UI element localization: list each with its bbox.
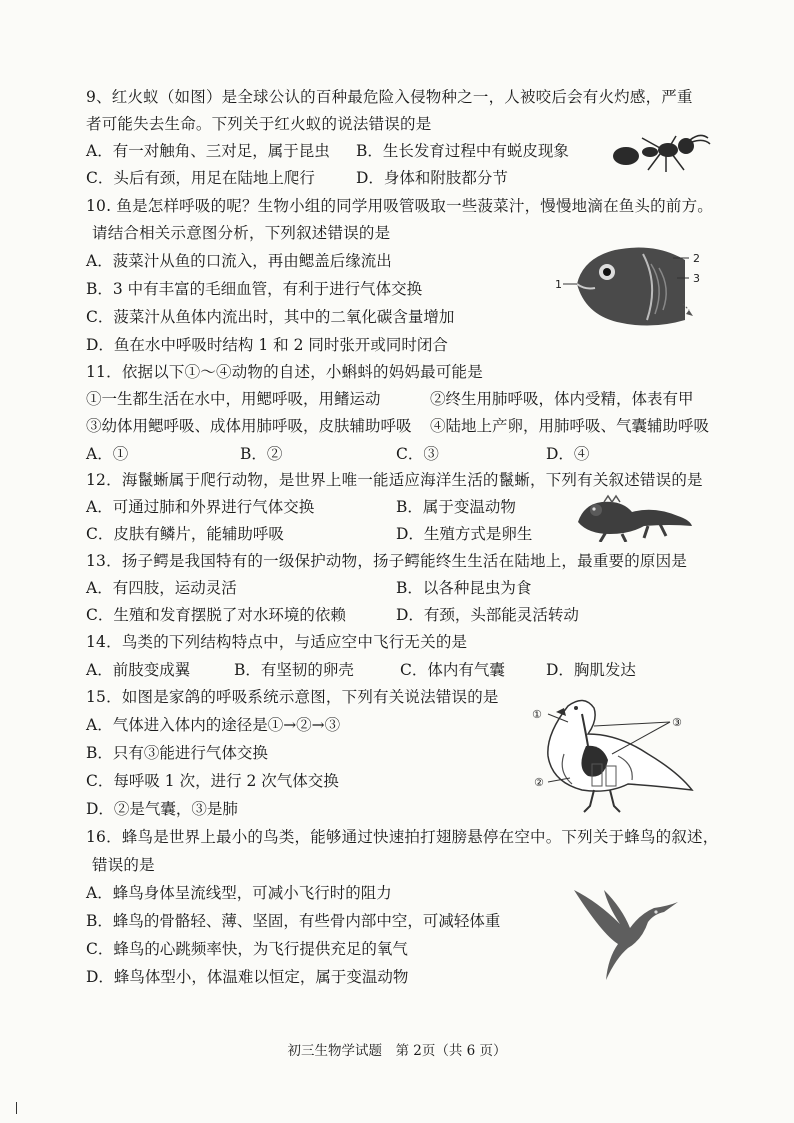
q12-option-c: C．皮肤有鳞片，能辅助呼吸 — [86, 525, 284, 543]
fire-ant-figure — [610, 132, 714, 174]
q9-option-c: C．头后有颈，用足在陆地上爬行 — [86, 169, 315, 187]
q11-statement-1: ①一生都生活在水中，用鳃呼吸，用鳍运动 — [86, 390, 381, 408]
q16-option-b: B．蜂鸟的骨骼轻、薄、坚固，有些骨内部中空，可减轻体重 — [86, 912, 501, 930]
q10-option-a: A．菠菜汁从鱼的口流入，再由鳃盖后缘流出 — [86, 252, 392, 270]
q9-option-d: D．身体和附肢都分节 — [356, 169, 508, 187]
q11-stem: 11．依据以下①～④动物的自述，小蝌蚪的妈妈最可能是 — [86, 363, 483, 381]
q9-option-b: B．生长发育过程中有蜕皮现象 — [356, 142, 569, 160]
marine-iguana-figure — [574, 486, 694, 542]
q11-statement-3: ③幼体用鳃呼吸、成体用肺呼吸，皮肤辅助呼吸 — [86, 417, 412, 435]
q11-statement-4: ④陆地上产卵，用肺呼吸、气囊辅助呼吸 — [430, 417, 710, 435]
q15-option-b: B．只有③能进行气体交换 — [86, 744, 268, 762]
pigeon-label-2: ② — [534, 776, 544, 789]
q14-option-a: A．前肢变成翼 — [86, 661, 191, 679]
q13-option-a: A．有四肢，运动灵活 — [86, 579, 237, 597]
page-footer: 初三生物学试题 第 2页（共 6 页） — [287, 1043, 507, 1059]
fish-label-2: 2 — [693, 252, 700, 265]
q14-option-d: D．胸肌发达 — [546, 661, 636, 679]
q13-option-d: D．有颈，头部能灵活转动 — [396, 606, 579, 624]
q12-option-a: A．可通过肺和外界进行气体交换 — [86, 498, 315, 516]
q16-option-d: D．蜂鸟体型小，体温难以恒定，属于变温动物 — [86, 968, 409, 986]
scan-edge-mark — [16, 1102, 17, 1114]
q12-option-d: D．生殖方式是卵生 — [396, 525, 533, 543]
q16-option-c: C．蜂鸟的心跳频率快，为飞行提供充足的氧气 — [86, 940, 408, 958]
q14-stem: 14．鸟类的下列结构特点中，与适应空中飞行无关的是 — [86, 633, 468, 651]
q13-stem: 13．扬子鳄是我国特有的一级保护动物，扬子鳄能终生生活在陆地上，最重要的原因是 — [86, 552, 688, 570]
q15-option-d: D．②是气囊，③是肺 — [86, 800, 238, 818]
q13-option-b: B．以各种昆虫为食 — [396, 579, 532, 597]
q9-option-a: A．有一对触角、三对足，属于昆虫 — [86, 142, 330, 160]
pigeon-label-3: ③ — [672, 716, 682, 729]
fish-label-3: 3 — [693, 272, 700, 285]
q10-option-b: B．3 中有丰富的毛细血管，有利于进行气体交换 — [86, 280, 423, 298]
q15-option-a: A．气体进入体内的途径是①→②→③ — [86, 716, 341, 734]
q12-stem: 12．海鬣蜥属于爬行动物，是世界上唯一能适应海洋生活的鬣蜥，下列有关叙述错误的是 — [86, 471, 703, 489]
q16-stem-line1: 16．蜂鸟是世界上最小的鸟类，能够通过快速拍打翅膀悬停在空中。下列关于蜂鸟的叙述， — [86, 828, 719, 846]
q9-stem-line1: 9、红火蚁（如图）是全球公认的百种最危险入侵物种之一，人被咬后会有火灼感，严重 — [86, 88, 693, 106]
q13-option-c: C．生殖和发育摆脱了对水环境的依赖 — [86, 606, 346, 624]
q12-option-b: B．属于变温动物 — [396, 498, 516, 516]
fish-head-diagram — [555, 238, 710, 330]
hummingbird-figure — [568, 884, 688, 984]
q9-stem-line2: 者可能失去生命。下列关于红火蚁的说法错误的是 — [86, 115, 432, 133]
pigeon-label-1: ① — [532, 708, 542, 721]
q10-option-c: C．菠菜汁从鱼体内流出时，其中的二氧化碳含量增加 — [86, 308, 455, 326]
q11-option-d: D．④ — [546, 445, 590, 463]
q10-stem-line1: 10. 鱼是怎样呼吸的呢？生物小组的同学用吸管吸取一些菠菜汁，慢慢地滴在鱼头的前方。 — [86, 197, 713, 215]
fish-label-1: 1 — [555, 278, 562, 291]
q10-stem-line2: 请结合相关示意图分析，下列叙述错误的是 — [92, 224, 391, 242]
q14-option-b: B．有坚韧的卵壳 — [234, 661, 354, 679]
q15-stem: 15．如图是家鸽的呼吸系统示意图，下列有关说法错误的是 — [86, 688, 499, 706]
q15-option-c: C．每呼吸 1 次，进行 2 次气体交换 — [86, 772, 339, 790]
pigeon-respiratory-diagram — [528, 694, 698, 816]
q16-stem-line2: 错误的是 — [92, 856, 155, 874]
q11-option-b: B．② — [240, 445, 283, 463]
q11-statement-2: ②终生用肺呼吸，体内受精，体表有甲 — [430, 390, 694, 408]
q11-option-c: C．③ — [396, 445, 439, 463]
q14-option-c: C．体内有气囊 — [400, 661, 505, 679]
q11-option-a: A．① — [86, 445, 129, 463]
q10-option-d: D．鱼在水中呼吸时结构 1 和 2 同时张开或同时闭合 — [86, 336, 448, 354]
q16-option-a: A．蜂鸟身体呈流线型，可减小飞行时的阻力 — [86, 884, 392, 902]
